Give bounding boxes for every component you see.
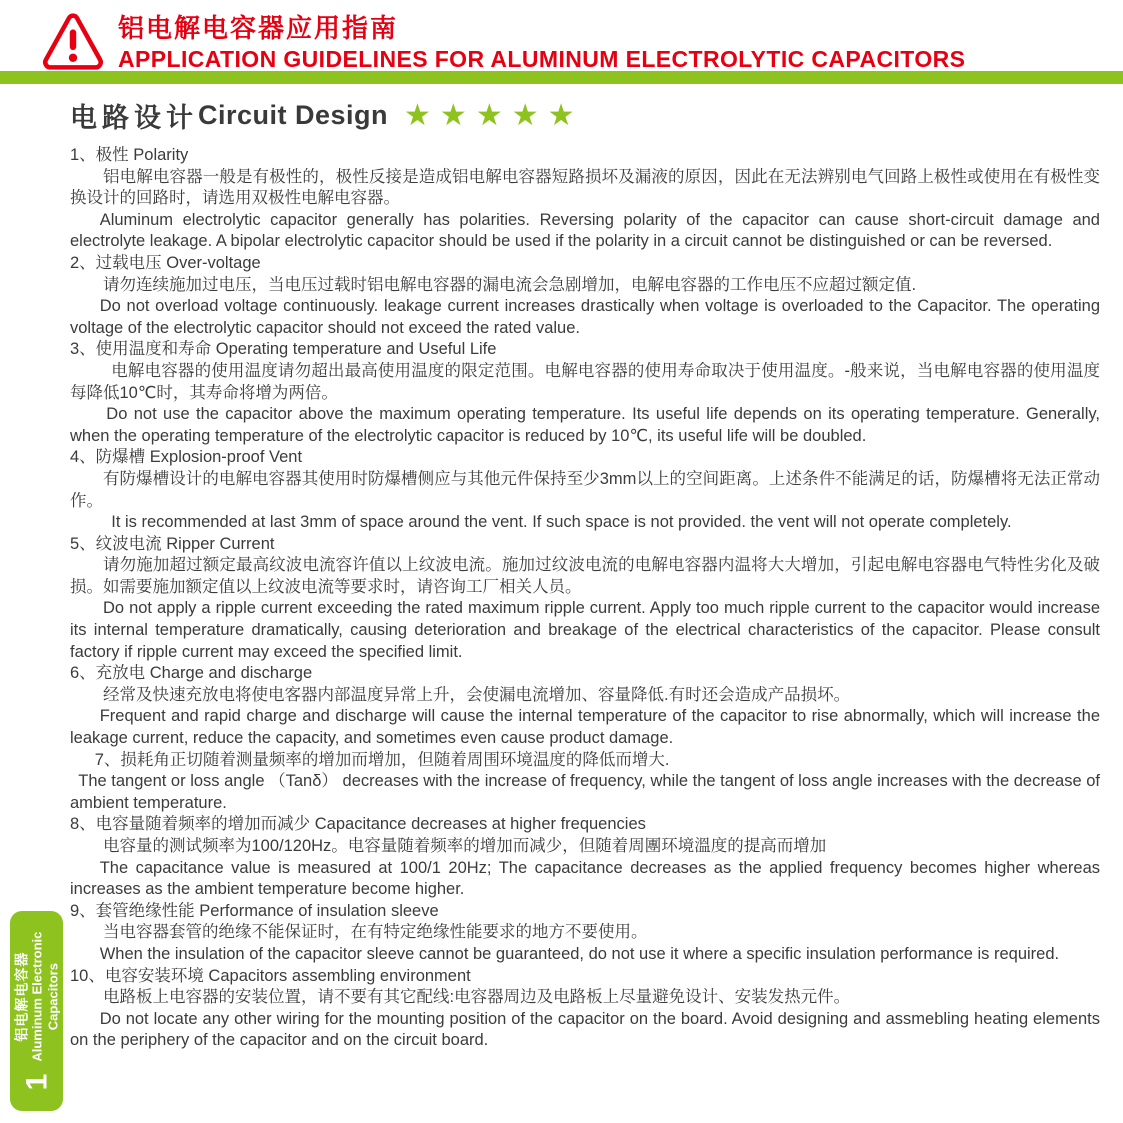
- section-heading: 8、电容量随着频率的增加而减少 Capacitance decreases at higher frequencies: [70, 815, 646, 834]
- header-titles: [118, 12, 965, 72]
- guideline-section: [70, 534, 1100, 664]
- sidebar-category-tab: [10, 911, 63, 1111]
- section-heading: 9、套管绝缘性能 Performance of insulation sleeve: [70, 901, 439, 920]
- warning-triangle-svg: [40, 12, 106, 70]
- sidebar-tab-labels: [13, 932, 61, 1062]
- header-divider-bar: [0, 71, 1123, 84]
- section-heading: 2、过载电压 Over-voltage: [70, 253, 261, 272]
- guideline-section: [70, 447, 1100, 533]
- section-paragraph: 铝电解电容器一般是有极性的，极性反接是造成铝电解电容器短路损坏及漏液的原因，因此在无法辨别电气回路上极性或使用在有极性变换设计的回路时，请选用双极性电解电容器。: [70, 167, 1100, 208]
- page-number: 1: [19, 1073, 53, 1091]
- rating-stars-icon: ★★★★★: [404, 98, 584, 133]
- guideline-section: [70, 253, 1100, 339]
- section-heading: 3、使用温度和寿命 Operating temperature and Useful Life: [70, 340, 497, 359]
- section-paragraph: When the insulation of the capacitor sleeve cannot be guaranteed, do not use it where a specific insulation performance is required.: [99, 944, 1060, 963]
- section-paragraph: 当电容器套管的绝缘不能保证时，在有特定绝缘性能要求的地方不要使用。: [103, 923, 648, 942]
- section-paragraph: The capacitance value is measured at 100/1 20Hz; The capacitance decreases as the applied frequency becomes higher whereas increases as the ambient temperature become higher.: [70, 858, 1100, 899]
- section-paragraph: 电解电容器的使用温度请勿超出最高使用温度的限定范围。电解电容器的使用寿命取决于使用温度。-般来说，当电解电容器的使用温度每降低10℃时，其寿命将增为两倍。: [70, 361, 1100, 402]
- section-heading: 5、纹波电流 Ripper Current: [70, 534, 275, 553]
- sidebar-tab-content: [10, 911, 63, 1111]
- section-paragraph: 请勿连续施加过电压，当电压过载时铝电解电容器的漏电流会急剧增加，电解电容器的工作电压不应超过额定值.: [103, 275, 917, 294]
- guideline-section: [70, 750, 1100, 815]
- guideline-section: [70, 814, 1100, 900]
- page-title-chinese: 电路设计: [70, 103, 198, 133]
- section-paragraph: Do not overload voltage continuously. leakage current increases drastically when voltage is overloaded to the Capacitor. The operating voltage of the electrolytic capacitor should not exceed the rated value.: [70, 297, 1100, 337]
- guideline-sections: [70, 145, 1100, 1052]
- section-heading: 1、极性 Polarity: [70, 146, 189, 164]
- section-paragraph: The tangent or loss angle （Tanδ） decreases with the increase of frequency, while the tangent of loss angle increases with the decrease of ambient temperature.: [70, 772, 1100, 812]
- section-paragraph: 请勿施加超过额定最高纹波电流容许值以上纹波电流。施加过纹波电流的电解电容器内温将大大增加，引起电解电容器电气特性劣化及破损。如需要施加额定值以上纹波电流等要求时，请咨询工厂相关人员。: [70, 556, 1100, 596]
- section-paragraph: 电路板上电容器的安装位置，请不要有其它配线:电容器周边及电路板上尽量避免设计、安装发热元件。: [103, 988, 851, 1007]
- page-title: [70, 96, 1100, 135]
- content-area: [0, 84, 1123, 1052]
- sidebar-tab-label-english-1: Aluminum Electronic: [29, 931, 45, 1062]
- guideline-section: [70, 966, 1100, 1052]
- guideline-section: [70, 339, 1100, 447]
- section-paragraph: Do not use the capacitor above the maximum operating temperature. Its useful life depends on its operating temperature. Generally, when the operating temperature of the electrolytic capacitor is reduced by 10℃, its useful life will be doubled.: [70, 405, 1100, 445]
- header-title-chinese: 铝电解电容器应用指南: [118, 13, 399, 43]
- section-paragraph: It is recommended at last 3mm of space around the vent. If such space is not provided. the vent will not operate completely.: [111, 513, 1012, 532]
- header-title-english: APPLICATION GUIDELINES FOR ALUMINUM ELECTROLYTIC CAPACITORS: [118, 45, 966, 72]
- section-heading: 10、电容安装环境 Capacitors assembling environment: [70, 966, 471, 985]
- guideline-section: [70, 663, 1100, 749]
- section-heading: 4、防爆槽 Explosion-proof Vent: [70, 448, 303, 467]
- guideline-section: [70, 901, 1100, 966]
- section-paragraph: Do not apply a ripple current exceeding the rated maximum ripple current. Apply too much ripple current to the capacitor would increase its internal temperature dramatically, causing deterioration and breakage of the electrical characteristics of the capacitor. Please consult factory if ripple current may exceed the specified limit.: [70, 599, 1100, 661]
- warning-triangle-icon: [40, 12, 106, 70]
- guideline-section: [70, 145, 1100, 253]
- section-paragraph: 有防爆槽设计的电解电容器其使用时防爆槽侧应与其他元件保持至少3mm以上的空间距离。上述条件不能满足的话，防爆槽将无法正常动作。: [70, 469, 1100, 510]
- section-paragraph: Aluminum electrolytic capacitor generally has polarities. Reversing polarity of the capacitor can cause short-circuit damage and electrolyte leakage. A bipolar electrolytic capacitor should be used if the polarity in a circuit cannot be distinguished or can be reversed.: [70, 210, 1100, 251]
- document-header: [0, 0, 1123, 71]
- section-heading: 7、损耗角正切随着测量频率的增加而增加，但随着周围环境温度的降低而增大.: [94, 750, 670, 769]
- section-paragraph: Do not locate any other wiring for the mounting position of the capacitor on the board. Avoid designing and assmebling heating elements on the periphery of the capacitor and on the circuit board.: [70, 1009, 1100, 1050]
- section-paragraph: 经常及快速充放电将使电客器内部温度异常上升，会使漏电流增加、容量降低.有时还会造成产品损坏。: [103, 685, 851, 704]
- sidebar-tab-label-chinese: 铝电解电容器: [12, 951, 29, 1042]
- section-paragraph: Frequent and rapid charge and discharge will cause the internal temperature of the capacitor to rise abnormally, which will increase the leakage current, reduce the capacity, and sometimes even cause product damage.: [70, 707, 1100, 748]
- page-title-english: Circuit Design: [198, 100, 389, 130]
- section-heading: 6、充放电 Charge and discharge: [70, 664, 313, 683]
- section-paragraph: 电容量的测试频率为100/120Hz。电容量随着频率的增加而减少，但随着周團环境溫度的提高而增加: [103, 837, 827, 855]
- sidebar-tab-label-english-2: Capacitors: [44, 963, 60, 1031]
